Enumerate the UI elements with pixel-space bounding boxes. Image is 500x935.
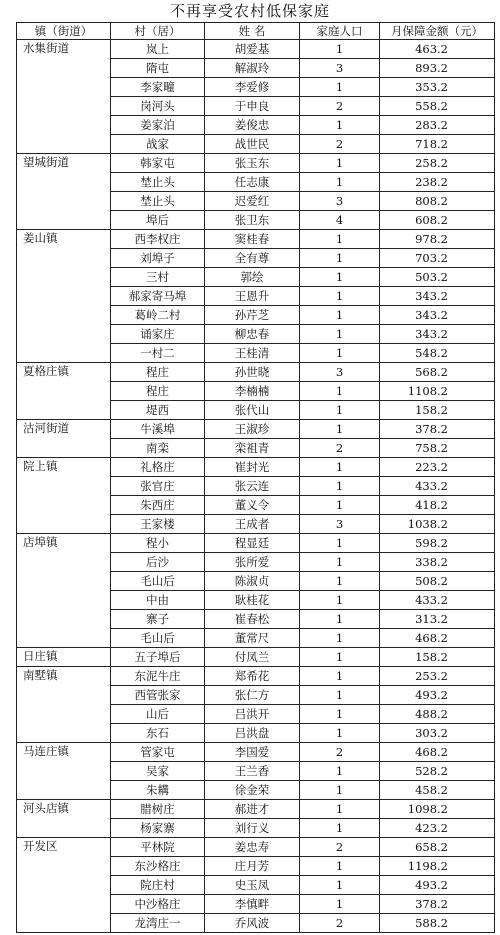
village-cell: 朱耩 [111,781,205,800]
household-size-cell: 1 [300,382,380,401]
household-size-cell: 1 [300,306,380,325]
household-size-cell: 1 [300,401,380,420]
household-size-cell: 4 [300,211,380,230]
town-cell: 夏格庄镇 [17,363,111,420]
name-cell: 郝进才 [205,800,300,819]
monthly-amount-cell: 223.2 [380,458,495,477]
monthly-amount-cell: 488.2 [380,705,495,724]
town-cell: 店埠镇 [17,534,111,648]
village-cell: 毛山后 [111,572,205,591]
header-village: 村（居） [111,23,205,40]
household-size-cell: 1 [300,762,380,781]
monthly-amount-cell: 568.2 [380,363,495,382]
monthly-amount-cell: 353.2 [380,78,495,97]
household-size-cell: 1 [300,325,380,344]
town-cell: 院上镇 [17,458,111,534]
household-size-cell: 2 [300,914,380,933]
village-cell: 五子埠后 [111,648,205,667]
name-cell: 张所爱 [205,553,300,572]
subsidy-table [16,22,495,933]
household-size-cell: 1 [300,344,380,363]
town-cell: 姜山镇 [17,230,111,363]
village-cell: 岚上 [111,40,205,59]
table-row [17,838,495,857]
village-cell: 东沙格庄 [111,857,205,876]
town-cell: 马连庄镇 [17,743,111,800]
monthly-amount-cell: 313.2 [380,610,495,629]
village-cell: 葛岭二村 [111,306,205,325]
village-cell: 郝家寄马埠 [111,287,205,306]
household-size-cell: 1 [300,648,380,667]
household-size-cell: 1 [300,705,380,724]
monthly-amount-cell: 718.2 [380,135,495,154]
household-size-cell: 2 [300,838,380,857]
monthly-amount-cell: 503.2 [380,268,495,287]
name-cell: 郑希花 [205,667,300,686]
town-cell: 日庄镇 [17,648,111,667]
name-cell: 耿桂花 [205,591,300,610]
household-size-cell: 1 [300,724,380,743]
name-cell: 孙世晓 [205,363,300,382]
monthly-amount-cell: 343.2 [380,325,495,344]
monthly-amount-cell: 598.2 [380,534,495,553]
village-cell: 一村二 [111,344,205,363]
monthly-amount-cell: 378.2 [380,420,495,439]
household-size-cell: 1 [300,458,380,477]
monthly-amount-cell: 1038.2 [380,515,495,534]
village-cell: 李家疃 [111,78,205,97]
monthly-amount-cell: 433.2 [380,591,495,610]
name-cell: 孙芹芝 [205,306,300,325]
name-cell: 张云连 [205,477,300,496]
village-cell: 诵家庄 [111,325,205,344]
name-cell: 于申良 [205,97,300,116]
name-cell: 吕洪盘 [205,724,300,743]
name-cell: 李慎畔 [205,895,300,914]
village-cell: 岗河头 [111,97,205,116]
town-cell: 水集街道 [17,40,111,154]
monthly-amount-cell: 1108.2 [380,382,495,401]
name-cell: 柳忠春 [205,325,300,344]
header-town: 镇（街道） [17,23,111,40]
name-cell: 王恩升 [205,287,300,306]
name-cell: 全有尊 [205,249,300,268]
name-cell: 王兰香 [205,762,300,781]
household-size-cell: 1 [300,572,380,591]
household-size-cell: 1 [300,686,380,705]
village-cell: 张官庄 [111,477,205,496]
household-size-cell: 1 [300,781,380,800]
village-cell: 山后 [111,705,205,724]
name-cell: 郭绘 [205,268,300,287]
header-name: 姓 名 [205,23,300,40]
name-cell: 吕洪开 [205,705,300,724]
name-cell: 董义令 [205,496,300,515]
village-cell: 隋屯 [111,59,205,78]
name-cell: 陈淑贞 [205,572,300,591]
household-size-cell: 2 [300,439,380,458]
village-cell: 毛山后 [111,629,205,648]
household-size-cell: 1 [300,534,380,553]
village-cell: 中由 [111,591,205,610]
name-cell: 庄月芳 [205,857,300,876]
village-cell: 韩家屯 [111,154,205,173]
table-header-row [17,23,495,40]
table-row [17,230,495,249]
table-row [17,800,495,819]
monthly-amount-cell: 978.2 [380,230,495,249]
village-cell: 牛溪埠 [111,420,205,439]
name-cell: 张代山 [205,401,300,420]
name-cell: 李国爱 [205,743,300,762]
monthly-amount-cell: 548.2 [380,344,495,363]
household-size-cell: 1 [300,420,380,439]
village-cell: 杨家寨 [111,819,205,838]
name-cell: 王淑珍 [205,420,300,439]
table-row [17,648,495,667]
household-size-cell: 1 [300,876,380,895]
name-cell: 崔封光 [205,458,300,477]
village-cell: 姜家泊 [111,116,205,135]
village-cell: 南栾 [111,439,205,458]
name-cell: 胡爱基 [205,40,300,59]
household-size-cell: 2 [300,743,380,762]
town-cell: 河头店镇 [17,800,111,838]
household-size-cell: 1 [300,230,380,249]
household-size-cell: 1 [300,591,380,610]
monthly-amount-cell: 253.2 [380,667,495,686]
village-cell: 后沙 [111,553,205,572]
name-cell: 董常尺 [205,629,300,648]
village-cell: 腊树庄 [111,800,205,819]
monthly-amount-cell: 1098.2 [380,800,495,819]
household-size-cell: 3 [300,59,380,78]
monthly-amount-cell: 808.2 [380,192,495,211]
village-cell: 刘埠子 [111,249,205,268]
village-cell: 朱西庄 [111,496,205,515]
village-cell: 吴家 [111,762,205,781]
name-cell: 迟爱红 [205,192,300,211]
monthly-amount-cell: 338.2 [380,553,495,572]
household-size-cell: 2 [300,135,380,154]
village-cell: 埜止头 [111,192,205,211]
village-cell: 东石 [111,724,205,743]
name-cell: 王成者 [205,515,300,534]
name-cell: 窦桂春 [205,230,300,249]
town-cell: 南墅镇 [17,667,111,743]
name-cell: 王桂清 [205,344,300,363]
village-cell: 寨子 [111,610,205,629]
village-cell: 埜止头 [111,173,205,192]
monthly-amount-cell: 893.2 [380,59,495,78]
monthly-amount-cell: 703.2 [380,249,495,268]
village-cell: 西管张家 [111,686,205,705]
name-cell: 解淑玲 [205,59,300,78]
household-size-cell: 1 [300,496,380,515]
household-size-cell: 1 [300,857,380,876]
village-cell: 王家楼 [111,515,205,534]
monthly-amount-cell: 558.2 [380,97,495,116]
household-size-cell: 3 [300,363,380,382]
village-cell: 礼格庄 [111,458,205,477]
household-size-cell: 1 [300,249,380,268]
name-cell: 姜俊忠 [205,116,300,135]
table-row [17,534,495,553]
monthly-amount-cell: 158.2 [380,648,495,667]
monthly-amount-cell: 458.2 [380,781,495,800]
town-cell: 开发区 [17,838,111,933]
monthly-amount-cell: 493.2 [380,876,495,895]
header-monthly-amount: 月保障金额（元） [380,23,495,40]
household-size-cell: 1 [300,610,380,629]
name-cell: 李楠楠 [205,382,300,401]
name-cell: 乔风波 [205,914,300,933]
monthly-amount-cell: 158.2 [380,401,495,420]
monthly-amount-cell: 463.2 [380,40,495,59]
household-size-cell: 1 [300,154,380,173]
village-cell: 东泥牛庄 [111,667,205,686]
village-cell: 堤西 [111,401,205,420]
monthly-amount-cell: 303.2 [380,724,495,743]
monthly-amount-cell: 343.2 [380,287,495,306]
village-cell: 龙湾庄一 [111,914,205,933]
household-size-cell: 1 [300,629,380,648]
name-cell: 刘行义 [205,819,300,838]
village-cell: 三村 [111,268,205,287]
village-cell: 程庄 [111,382,205,401]
village-cell: 程小 [111,534,205,553]
name-cell: 任志康 [205,173,300,192]
table-row [17,743,495,762]
town-cell: 望城街道 [17,154,111,230]
village-cell: 战家 [111,135,205,154]
table-row [17,363,495,382]
monthly-amount-cell: 423.2 [380,819,495,838]
village-cell: 程庄 [111,363,205,382]
household-size-cell: 1 [300,173,380,192]
monthly-amount-cell: 493.2 [380,686,495,705]
household-size-cell: 3 [300,192,380,211]
name-cell: 张仁方 [205,686,300,705]
name-cell: 张卫东 [205,211,300,230]
monthly-amount-cell: 758.2 [380,439,495,458]
household-size-cell: 1 [300,667,380,686]
header-household-size: 家庭人口 [300,23,380,40]
monthly-amount-cell: 283.2 [380,116,495,135]
household-size-cell: 1 [300,895,380,914]
monthly-amount-cell: 608.2 [380,211,495,230]
household-size-cell: 1 [300,819,380,838]
name-cell: 张玉东 [205,154,300,173]
name-cell: 崔春松 [205,610,300,629]
household-size-cell: 1 [300,40,380,59]
monthly-amount-cell: 528.2 [380,762,495,781]
household-size-cell: 1 [300,477,380,496]
household-size-cell: 1 [300,78,380,97]
name-cell: 战世民 [205,135,300,154]
table-row [17,154,495,173]
name-cell: 姜忠寿 [205,838,300,857]
monthly-amount-cell: 658.2 [380,838,495,857]
name-cell: 付凤兰 [205,648,300,667]
town-cell: 沽河街道 [17,420,111,458]
name-cell: 栾祖青 [205,439,300,458]
table-row [17,667,495,686]
table-row [17,458,495,477]
name-cell: 徐金荣 [205,781,300,800]
household-size-cell: 1 [300,268,380,287]
household-size-cell: 1 [300,553,380,572]
household-size-cell: 1 [300,116,380,135]
household-size-cell: 2 [300,97,380,116]
monthly-amount-cell: 1198.2 [380,857,495,876]
monthly-amount-cell: 258.2 [380,154,495,173]
table-row [17,40,495,59]
monthly-amount-cell: 508.2 [380,572,495,591]
monthly-amount-cell: 238.2 [380,173,495,192]
household-size-cell: 3 [300,515,380,534]
table-body [17,40,495,933]
monthly-amount-cell: 468.2 [380,629,495,648]
household-size-cell: 1 [300,800,380,819]
name-cell: 李爱修 [205,78,300,97]
monthly-amount-cell: 378.2 [380,895,495,914]
table-row [17,420,495,439]
village-cell: 平林院 [111,838,205,857]
village-cell: 管家屯 [111,743,205,762]
monthly-amount-cell: 468.2 [380,743,495,762]
monthly-amount-cell: 418.2 [380,496,495,515]
monthly-amount-cell: 343.2 [380,306,495,325]
name-cell: 程显廷 [205,534,300,553]
village-cell: 西李权庄 [111,230,205,249]
monthly-amount-cell: 433.2 [380,477,495,496]
household-size-cell: 1 [300,287,380,306]
document-title: 不再享受农村低保家庭 [169,2,330,20]
village-cell: 埠后 [111,211,205,230]
monthly-amount-cell: 588.2 [380,914,495,933]
name-cell: 史玉凤 [205,876,300,895]
village-cell: 中沙格庄 [111,895,205,914]
village-cell: 院庄村 [111,876,205,895]
